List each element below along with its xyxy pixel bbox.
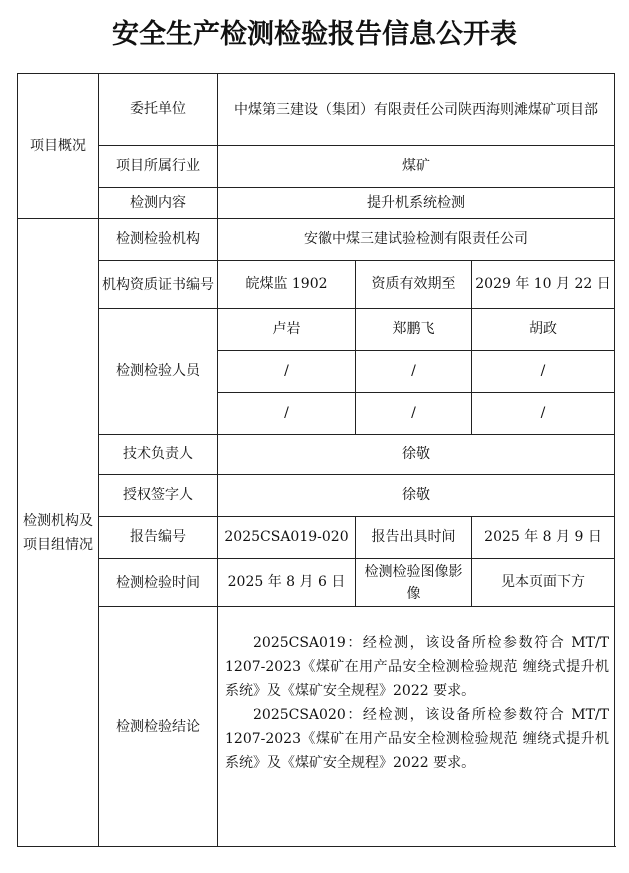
- page-title: 安全生产检测检验报告信息公开表: [112, 19, 517, 50]
- cert-value: 皖煤监 1902: [218, 261, 356, 309]
- org-label: 检测检验机构: [99, 219, 218, 261]
- overview-section-label: 项目概况: [18, 74, 99, 219]
- validity-label: 资质有效期至: [356, 261, 472, 309]
- staff-cell: /: [472, 393, 615, 435]
- test-time-label: 检测检验时间: [99, 559, 218, 607]
- tech-lead-value: 徐敬: [218, 435, 615, 475]
- report-no-label: 报告编号: [99, 517, 218, 559]
- image-label: 检测检验图像影像: [356, 559, 472, 607]
- table-row: [18, 309, 615, 351]
- conclusion-section-label: 检测检验结论: [99, 607, 218, 847]
- client-value: 中煤第三建设（集团）有限责任公司陕西海则滩煤矿项目部: [218, 74, 615, 146]
- issue-time-value: 2025 年 8 月 9 日: [472, 517, 615, 559]
- agency-section-label: 检测机构及项目组情况: [18, 219, 99, 847]
- table-row: [18, 559, 615, 607]
- staff-cell: 卢岩: [218, 309, 356, 351]
- signatory-value: 徐敬: [218, 475, 615, 517]
- test-time-value: 2025 年 8 月 6 日: [218, 559, 356, 607]
- tech-lead-label: 技术负责人: [99, 435, 218, 475]
- image-value: 见本页面下方: [472, 559, 615, 607]
- staff-cell: /: [218, 393, 356, 435]
- staff-cell: /: [472, 351, 615, 393]
- industry-label: 项目所属行业: [99, 146, 218, 188]
- conclusion-text: [218, 607, 615, 847]
- table-row: [18, 146, 615, 188]
- report-no-value: 2025CSA019-020: [218, 517, 356, 559]
- table-row: [18, 74, 615, 146]
- content-value: 提升机系统检测: [218, 188, 615, 219]
- content-label: 检测内容: [99, 188, 218, 219]
- issue-time-label: 报告出具时间: [356, 517, 472, 559]
- industry-value: 煤矿: [218, 146, 615, 188]
- conclusion-paragraph: 2025CSA020：经检测，该设备所检参数符合 MT/T 1207-2023《煤矿在用产品安全检测检验规范 缠绕式提升机系统》及《煤矿安全规程》2022 要求。: [225, 707, 610, 771]
- staff-cell: 胡政: [472, 309, 615, 351]
- info-table: [17, 73, 615, 847]
- table-row: [18, 475, 615, 517]
- table-row: [18, 435, 615, 475]
- table-row: [18, 188, 615, 219]
- staff-cell: 郑鹏飞: [356, 309, 472, 351]
- table-row: [18, 607, 615, 847]
- cert-label: 机构资质证书编号: [99, 261, 218, 309]
- table-row: [18, 517, 615, 559]
- validity-value: 2029 年 10 月 22 日: [472, 261, 615, 309]
- staff-cell: /: [356, 351, 472, 393]
- signatory-label: 授权签字人: [99, 475, 218, 517]
- staff-cell: /: [218, 351, 356, 393]
- staff-cell: /: [356, 393, 472, 435]
- table-row: [18, 219, 615, 261]
- org-value: 安徽中煤三建试验检测有限责任公司: [218, 219, 615, 261]
- table-row: [18, 261, 615, 309]
- staff-label: 检测检验人员: [99, 309, 218, 435]
- conclusion-paragraph: 2025CSA019：经检测，该设备所检参数符合 MT/T 1207-2023《煤矿在用产品安全检测检验规范 缠绕式提升机系统》及《煤矿安全规程》2022 要求。: [225, 635, 610, 699]
- client-label: 委托单位: [99, 74, 218, 146]
